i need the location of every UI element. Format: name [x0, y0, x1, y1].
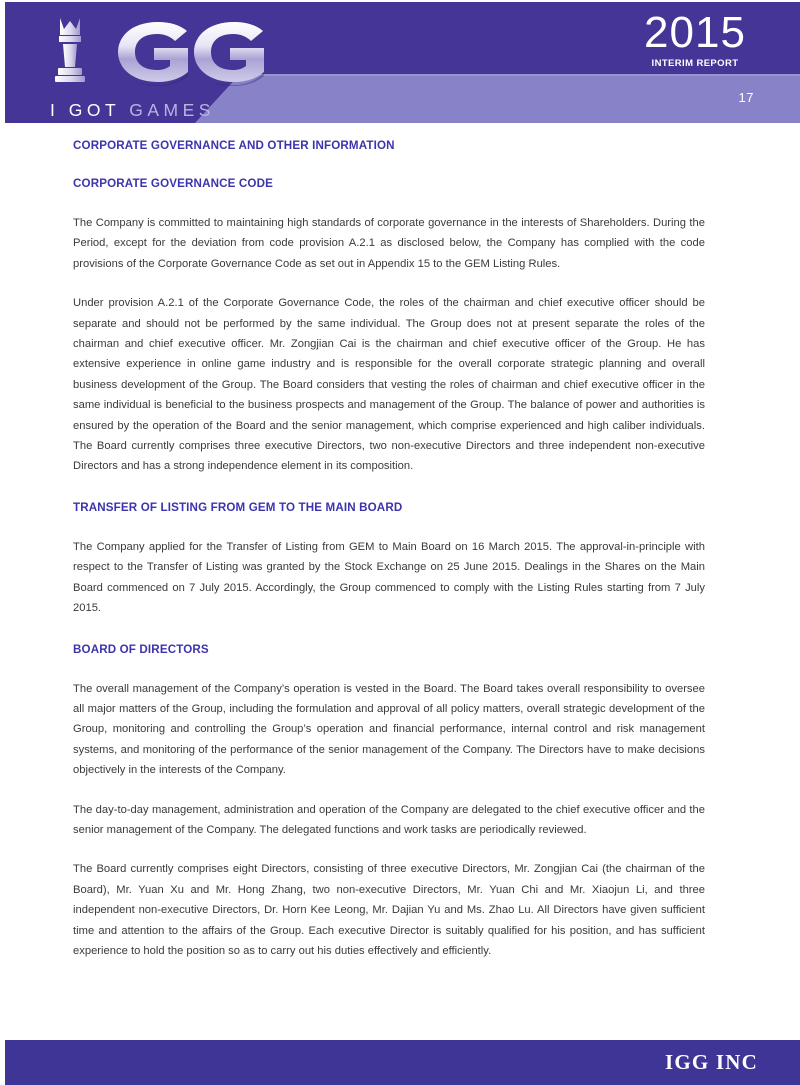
page-header — [5, 2, 800, 123]
section-heading-corporate-governance-code: CORPORATE GOVERNANCE CODE — [73, 177, 273, 190]
report-type-label: INTERIM REPORT — [651, 58, 739, 69]
paragraph: The day-to-day management, administration and operation of the Company are delegated to the chief executive officer and the senior management of the Company. The delegated functions and work tasks are periodically reviewed. — [73, 803, 705, 836]
section-heading-transfer-of-listing: TRANSFER OF LISTING FROM GEM TO THE MAIN BOARD — [73, 500, 403, 514]
footer-brand: IGG INC — [665, 1050, 758, 1074]
report-year: 2015 — [644, 8, 746, 57]
section-heading-board-of-directors: BOARD OF DIRECTORS — [73, 642, 209, 656]
paragraph: Under provision A.2.1 of the Corporate Governance Code, the roles of the chairman and chief executive officer should be separate and should not be performed by the same individual. The Group does not at present separate the roles of the chairman and chief executive officer. Mr. Zongjian Cai is the chairman and chief executive officer of the Group. He has extensive experience in online game industry and is responsible for the overall corporate strategic planning and overall business development of the Group. The Board considers that vesting the roles of chairman and chief executive officer in the same individual is beneficial to the business prospects and management of the Group. The balance of power and authorities is ensured by the operation of the Board and the senior management, which comprise experienced and high caliber individuals. The Board currently comprises three executive Directors, two non-executive Directors and three independent non-executive Directors and has a strong independence element in its composition. — [73, 297, 705, 473]
igg-wordmark-icon — [50, 10, 295, 90]
igg-logo-tagline — [50, 100, 215, 121]
document-content — [73, 138, 705, 961]
igg-logo-mark — [50, 10, 295, 88]
chess-pawn-icon — [55, 18, 85, 82]
paragraph: The overall management of the Company’s operation is vested in the Board. The Board takes overall responsibility to oversee all major matters of the Group, including the formulation and approval of all policy matters, overall strategic development of the Group, monitoring and controlling the Group’s operation and financial performance, internal control and risk management systems, and monitoring of the performance of the senior management of the Company. The Directors have to make decisions objectively in the interests of the Company. — [73, 682, 705, 777]
tagline-part-2: GAMES — [129, 100, 215, 120]
report-year-block — [630, 10, 760, 69]
page-title: CORPORATE GOVERNANCE AND OTHER INFORMATION — [73, 139, 395, 152]
page-number: 17 — [738, 90, 754, 105]
tagline-part-1: I GOT — [50, 100, 120, 120]
paragraph: The Board currently comprises eight Directors, consisting of three executive Directors, Mr. Zongjian Cai (the chairman of the Board), Mr. Yuan Xu and Mr. Hong Zhang, two non-executive Directors, Mr. Yuan Chi and Mr. Xiaojun Li, and three independent non-executive Directors, Dr. Horn Kee Leong, Mr. Dajian Yu and Ms. Zhao Lu. All Directors have given sufficient time and attention to the affairs of the Group. Each executive Director is suitably qualified for his position, and has sufficient experience to hold the position so as to carry out his duties effectively and efficiently. — [73, 863, 705, 957]
gg-letters — [118, 22, 264, 82]
paragraph: The Company applied for the Transfer of Listing from GEM to Main Board on 16 March 2015. The approval-in-principle with respect to the Transfer of Listing was granted by the Stock Exchange on 25 June 2015. Dealings in the Shares on the Main Board commenced on 7 July 2015. Accordingly, the Group commenced to comply with the Listing Rules starting from 7 July 2015. — [73, 540, 705, 615]
page-footer — [5, 1040, 800, 1085]
paragraph: The Company is committed to maintaining high standards of corporate governance in the interests of Shareholders. During the Period, except for the deviation from code provision A.2.1 as disclosed below, the Company has complied with the code provisions of the Corporate Governance Code as set out in Appendix 15 to the GEM Listing Rules. — [73, 217, 705, 270]
